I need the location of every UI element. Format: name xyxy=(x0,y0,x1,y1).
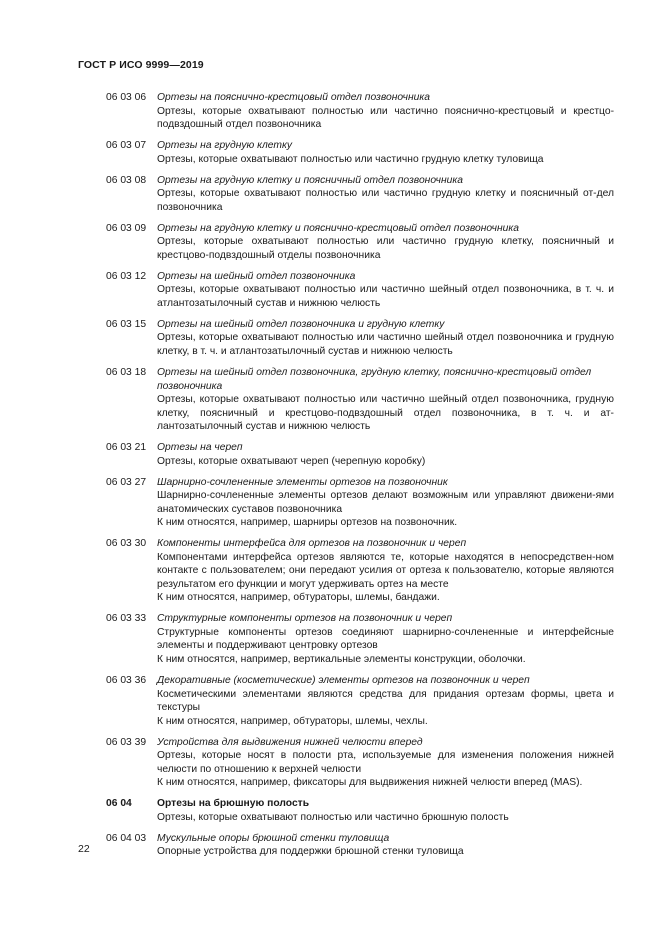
entry-title: Ортезы на шейный отдел позвоночника и грудную клетку xyxy=(157,318,445,330)
entry-code: 06 03 06 xyxy=(106,92,147,103)
entry-content xyxy=(157,476,614,530)
entry-description: Ортезы, которые охватывают полностью или частично шейный отдел позвоночника и грудную клетку, в т. ч. и атлантозатылочный сустав и нижнюю челюсть xyxy=(157,332,614,357)
entry-title: Мускульные опоры брюшной стенки туловища xyxy=(157,832,390,844)
entry-code: 06 03 18 xyxy=(106,367,147,379)
entry-content xyxy=(157,366,614,434)
entry-code: 06 04 xyxy=(106,798,132,810)
entry-description: Ортезы, которые охватывают полностью или частично грудную клетку туловища xyxy=(157,153,544,165)
entry-title: Устройства для выдвижения нижней челюсти вперед xyxy=(157,736,423,748)
classification-entry xyxy=(106,612,614,666)
entry-code: 06 03 21 xyxy=(106,442,147,454)
entry-content xyxy=(157,139,614,166)
entry-description: Ортезы, которые охватывают череп (черепную коробку) xyxy=(157,455,426,467)
entry-description: Ортезы, которые охватывают полностью или частично грудную клетку и поясничный от-дел позвоночника xyxy=(157,188,614,213)
entry-description: Ортезы, которые охватывают полностью или частично шейный отдел позвоночника, в т. ч. и атлантозатылочный сустав и нижнюю челюсть xyxy=(157,284,614,309)
entry-title: Ортезы на череп xyxy=(157,442,243,454)
entry-code: 06 03 08 xyxy=(106,174,147,186)
entry-description: Компонентами интерфейса ортезов являются те, которые находятся в непосредствен-ном контакте с пользователем; они передают усилия от ортеза к пользователю, которые являются результатом его функции и могут удерживать ортез на месте xyxy=(157,551,614,590)
entry-content xyxy=(157,222,614,263)
classification-entry xyxy=(106,91,614,132)
classification-entry xyxy=(106,270,614,311)
entry-code: 06 03 12 xyxy=(106,270,147,282)
classification-entry xyxy=(106,139,614,166)
entry-description: Ортезы, которые охватывают полностью или частично грудную клетку, поясничный и крестцово-подвздошный отделы позвоночника xyxy=(157,236,614,261)
entry-description: Ортезы, которые охватывают полностью или частично шейный отдел позвоночника, грудную клетку, поясничный и крестцово-подвздошный отдел позвоночника, в т. ч. и ат-лантозатылочный сустав и нижнюю челюсть xyxy=(157,394,614,433)
entry-description: Опорные устройства для поддержки брюшной стенки туловища xyxy=(157,846,464,858)
entry-title: Ортезы на шейный отдел позвоночника xyxy=(157,270,356,282)
classification-list xyxy=(106,91,614,866)
page-number: 22 xyxy=(78,843,90,855)
entry-description: Ортезы, которые охватывают полностью или частично пояснично-крестцовый и крестцо-подвздошный отдел позвоночника xyxy=(157,105,614,130)
entry-code: 06 03 07 xyxy=(106,140,147,152)
entry-content xyxy=(157,441,614,468)
entry-title: Компоненты интерфейса для ортезов на позвоночник и череп xyxy=(157,538,467,550)
entry-code: 06 03 09 xyxy=(106,222,147,234)
entry-title: Ортезы на грудную клетку и пояснично-крестцовый отдел позвоночника xyxy=(157,222,519,234)
entry-content xyxy=(157,537,614,605)
entry-code: 06 03 36 xyxy=(106,675,147,687)
entry-content xyxy=(157,832,614,859)
entry-content xyxy=(157,174,614,215)
entry-title: Декоративные (косметические) элементы ортезов на позвоночник и череп xyxy=(157,675,530,687)
entry-content xyxy=(157,797,614,824)
entry-title: Ортезы на брюшную полость xyxy=(157,798,310,810)
entry-content xyxy=(157,612,614,666)
entry-description: К ним относятся, например, вертикальные элементы конструкции, оболочки. xyxy=(157,653,526,665)
entry-code: 06 03 33 xyxy=(106,613,147,625)
entry-code: 06 03 39 xyxy=(106,736,147,748)
entry-code: 06 03 27 xyxy=(106,476,147,488)
classification-entry xyxy=(106,537,614,605)
entry-description: К ним относятся, например, обтураторы, шлемы, бандажи. xyxy=(157,592,440,604)
entry-description: Шарнирно-сочлененные элементы ортезов делают возможным или управляют движени-ями анатомических суставов позвоночника xyxy=(157,490,614,515)
classification-entry xyxy=(106,222,614,263)
entry-content xyxy=(157,736,614,790)
entry-title: Ортезы на шейный отдел позвоночника, грудную клетку, пояснично-крестцовый отдел позвоночника xyxy=(157,367,592,392)
entry-content xyxy=(157,318,614,359)
entry-description: Структурные компоненты ортезов соединяют шарнирно-сочлененные и интерфейсные элементы и поддерживают центровку ортезов xyxy=(157,626,614,652)
classification-entry xyxy=(106,441,614,468)
entry-title: Ортезы на пояснично-крестцовый отдел позвоночника xyxy=(157,92,430,103)
entry-description: Ортезы, которые охватывают полностью или частично брюшную полость xyxy=(157,811,509,823)
classification-entry xyxy=(106,476,614,530)
classification-entry xyxy=(106,736,614,790)
entry-title: Шарнирно-сочлененные элементы ортезов на позвоночник xyxy=(157,476,448,488)
entry-description: К ним относятся, например, обтураторы, шлемы, чехлы. xyxy=(157,715,428,727)
entry-title: Ортезы на грудную клетку и поясничный отдел позвоночника xyxy=(157,174,463,186)
entry-content xyxy=(157,91,614,132)
classification-entry xyxy=(106,366,614,434)
entry-description: К ним относятся, например, фиксаторы для выдвижения нижней челюсти вперед (MAS). xyxy=(157,777,583,789)
document-header: ГОСТ Р ИСО 9999—2019 xyxy=(78,59,204,71)
entry-content xyxy=(157,674,614,728)
entry-title: Ортезы на грудную клетку xyxy=(157,140,292,152)
entry-description: Косметическими элементами являются средства для придания ортезам формы, цвета и текстуры xyxy=(157,688,614,714)
entry-description: Ортезы, которые носят в полости рта, используемые для изменения положения нижней челюсти по отношению к верхней челюсти xyxy=(157,750,614,775)
entry-code: 06 04 03 xyxy=(106,832,147,844)
classification-entry xyxy=(106,832,614,859)
entry-title: Структурные компоненты ортезов на позвоночник и череп xyxy=(157,613,453,625)
classification-entry xyxy=(106,318,614,359)
classification-entry xyxy=(106,174,614,215)
classification-entry xyxy=(106,674,614,728)
entry-code: 06 03 15 xyxy=(106,318,147,330)
entry-code: 06 03 30 xyxy=(106,538,147,550)
entry-content xyxy=(157,270,614,311)
entry-description: К ним относятся, например, шарниры ортезов на позвоночник. xyxy=(157,517,458,529)
classification-entry xyxy=(106,797,614,824)
